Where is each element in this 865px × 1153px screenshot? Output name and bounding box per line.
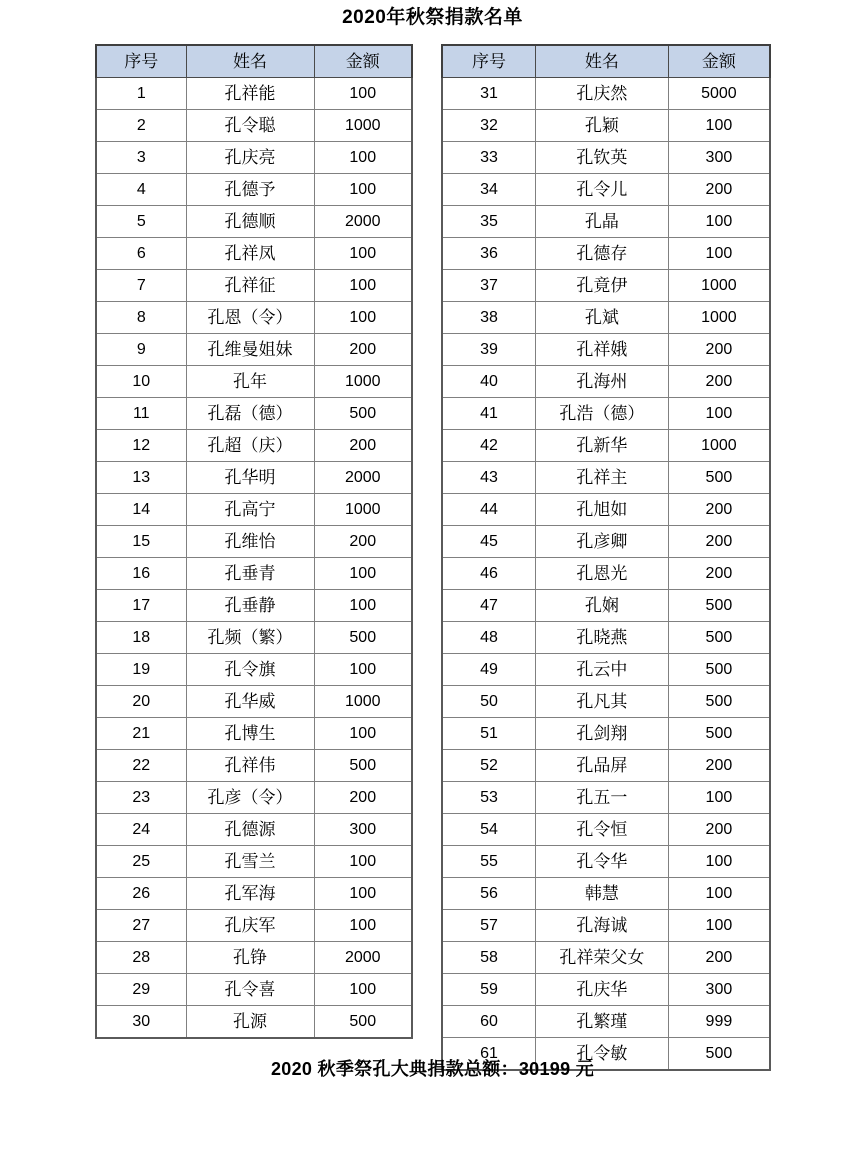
cell-amount: 100 [314,270,412,302]
table-body-right [442,78,770,1071]
table-row [96,430,412,462]
table-row [442,782,770,814]
cell-amount: 1000 [668,302,770,334]
table-row [442,238,770,270]
cell-index: 58 [442,942,535,974]
cell-index: 10 [96,366,186,398]
table-row [96,302,412,334]
cell-index: 49 [442,654,535,686]
cell-donor-name: 孔年 [186,366,314,398]
cell-amount: 300 [668,974,770,1006]
cell-index: 32 [442,110,535,142]
cell-amount: 100 [314,78,412,110]
cell-index: 54 [442,814,535,846]
table-row [442,718,770,750]
cell-index: 41 [442,398,535,430]
cell-index: 56 [442,878,535,910]
table-row [96,718,412,750]
cell-amount: 200 [668,558,770,590]
cell-amount: 500 [314,1006,412,1039]
cell-donor-name: 孔浩（德） [535,398,668,430]
cell-donor-name: 孔德存 [535,238,668,270]
header-row [442,45,770,78]
cell-index: 14 [96,494,186,526]
column-header-index: 序号 [96,45,186,78]
table-row [442,590,770,622]
table-row [442,270,770,302]
cell-donor-name: 孔斌 [535,302,668,334]
cell-donor-name: 孔令敏 [535,1038,668,1071]
cell-amount: 100 [668,910,770,942]
cell-donor-name: 孔颖 [535,110,668,142]
donation-table-left [95,44,413,1039]
table-row [442,462,770,494]
cell-donor-name: 孔钦英 [535,142,668,174]
cell-donor-name: 孔军海 [186,878,314,910]
page-title: 2020年秋祭捐款名单 [342,7,523,28]
cell-donor-name: 孔维怡 [186,526,314,558]
table-row [96,206,412,238]
cell-amount: 1000 [668,430,770,462]
table-header-right [442,45,770,78]
cell-donor-name: 孔庆华 [535,974,668,1006]
cell-amount: 100 [668,110,770,142]
table-header-left [96,45,412,78]
cell-index: 35 [442,206,535,238]
column-header-index: 序号 [442,45,535,78]
table-row [96,654,412,686]
cell-amount: 1000 [314,110,412,142]
cell-index: 38 [442,302,535,334]
cell-amount: 1000 [314,494,412,526]
cell-amount: 500 [668,686,770,718]
cell-donor-name: 孔德予 [186,174,314,206]
cell-donor-name: 孔繁瑾 [535,1006,668,1038]
header-row [96,45,412,78]
table-row [442,366,770,398]
cell-index: 25 [96,846,186,878]
table-row [96,494,412,526]
table-row [96,142,412,174]
cell-index: 37 [442,270,535,302]
donation-total-footer: 2020 秋季祭孔大典捐款总额：30199 元 [271,1059,594,1079]
cell-amount: 500 [314,622,412,654]
cell-donor-name: 孔垂青 [186,558,314,590]
table-row [96,686,412,718]
table-row [96,558,412,590]
table-row [442,686,770,718]
cell-donor-name: 孔源 [186,1006,314,1039]
cell-donor-name: 孔庆然 [535,78,668,110]
cell-donor-name: 孔垂静 [186,590,314,622]
cell-index: 13 [96,462,186,494]
table-row [96,1006,412,1039]
cell-index: 39 [442,334,535,366]
cell-donor-name: 孔凡其 [535,686,668,718]
cell-amount: 999 [668,1006,770,1038]
table-row [96,590,412,622]
cell-amount: 200 [668,366,770,398]
cell-donor-name: 孔令聪 [186,110,314,142]
cell-index: 42 [442,430,535,462]
cell-index: 18 [96,622,186,654]
cell-amount: 200 [668,942,770,974]
cell-donor-name: 孔娴 [535,590,668,622]
cell-amount: 100 [668,206,770,238]
cell-index: 43 [442,462,535,494]
table-row [96,78,412,110]
cell-amount: 100 [314,142,412,174]
cell-amount: 100 [668,238,770,270]
table-row [442,78,770,110]
cell-amount: 2000 [314,206,412,238]
cell-donor-name: 孔新华 [535,430,668,462]
cell-index: 33 [442,142,535,174]
cell-donor-name: 孔彦卿 [535,526,668,558]
cell-donor-name: 孔超（庆） [186,430,314,462]
table-row [442,526,770,558]
cell-donor-name: 孔德源 [186,814,314,846]
table-row [442,750,770,782]
cell-donor-name: 孔祥主 [535,462,668,494]
table-row [96,878,412,910]
cell-donor-name: 孔恩（令） [186,302,314,334]
cell-amount: 1000 [314,686,412,718]
cell-donor-name: 孔博生 [186,718,314,750]
cell-index: 2 [96,110,186,142]
cell-index: 1 [96,78,186,110]
cell-index: 34 [442,174,535,206]
cell-index: 3 [96,142,186,174]
table-row [442,398,770,430]
cell-amount: 100 [314,302,412,334]
cell-amount: 200 [668,526,770,558]
table-row [442,206,770,238]
cell-amount: 100 [314,846,412,878]
cell-amount: 500 [668,1038,770,1071]
table-row [96,334,412,366]
table-row [96,846,412,878]
cell-index: 52 [442,750,535,782]
cell-index: 11 [96,398,186,430]
cell-index: 30 [96,1006,186,1039]
cell-index: 8 [96,302,186,334]
cell-donor-name: 孔祥娥 [535,334,668,366]
cell-donor-name: 孔海州 [535,366,668,398]
cell-amount: 100 [314,238,412,270]
cell-index: 23 [96,782,186,814]
cell-amount: 5000 [668,78,770,110]
cell-index: 29 [96,974,186,1006]
cell-amount: 100 [314,590,412,622]
cell-donor-name: 孔祥荣父女 [535,942,668,974]
cell-donor-name: 孔庆亮 [186,142,314,174]
cell-index: 53 [442,782,535,814]
cell-donor-name: 孔维曼姐妹 [186,334,314,366]
cell-amount: 500 [668,590,770,622]
cell-amount: 100 [668,846,770,878]
table-row [96,942,412,974]
cell-index: 24 [96,814,186,846]
cell-donor-name: 孔晶 [535,206,668,238]
table-row [442,942,770,974]
cell-index: 27 [96,910,186,942]
cell-index: 28 [96,942,186,974]
cell-donor-name: 孔德顺 [186,206,314,238]
column-header-name: 姓名 [535,45,668,78]
cell-amount: 200 [314,430,412,462]
table-row [96,974,412,1006]
cell-amount: 100 [314,878,412,910]
table-row [96,526,412,558]
cell-index: 36 [442,238,535,270]
cell-donor-name: 孔海诚 [535,910,668,942]
cell-donor-name: 孔铮 [186,942,314,974]
table-row [442,174,770,206]
cell-index: 6 [96,238,186,270]
cell-amount: 300 [314,814,412,846]
cell-index: 22 [96,750,186,782]
cell-donor-name: 孔竟伊 [535,270,668,302]
cell-amount: 200 [314,334,412,366]
cell-index: 12 [96,430,186,462]
cell-index: 26 [96,878,186,910]
table-row [442,1006,770,1038]
cell-amount: 200 [668,494,770,526]
cell-amount: 200 [668,334,770,366]
cell-donor-name: 孔庆军 [186,910,314,942]
table-row [96,238,412,270]
cell-amount: 100 [668,782,770,814]
cell-donor-name: 孔品屏 [535,750,668,782]
cell-index: 4 [96,174,186,206]
table-row [442,110,770,142]
cell-amount: 500 [668,654,770,686]
cell-amount: 500 [668,718,770,750]
table-row [442,334,770,366]
table-row [442,974,770,1006]
table-row [96,366,412,398]
cell-amount: 500 [668,462,770,494]
cell-amount: 100 [314,558,412,590]
cell-donor-name: 孔祥能 [186,78,314,110]
cell-index: 50 [442,686,535,718]
table-body-left [96,78,412,1039]
cell-amount: 1000 [314,366,412,398]
cell-donor-name: 孔华威 [186,686,314,718]
cell-donor-name: 孔高宁 [186,494,314,526]
cell-index: 31 [442,78,535,110]
cell-amount: 100 [314,654,412,686]
cell-index: 16 [96,558,186,590]
cell-donor-name: 孔雪兰 [186,846,314,878]
cell-index: 5 [96,206,186,238]
cell-amount: 2000 [314,462,412,494]
cell-donor-name: 孔云中 [535,654,668,686]
cell-amount: 500 [314,750,412,782]
table-row [442,430,770,462]
cell-donor-name: 韩慧 [535,878,668,910]
table-row [96,398,412,430]
table-row [96,270,412,302]
cell-amount: 300 [668,142,770,174]
cell-amount: 2000 [314,942,412,974]
cell-index: 47 [442,590,535,622]
cell-index: 61 [442,1038,535,1071]
table-row [442,910,770,942]
table-row [442,814,770,846]
cell-donor-name: 孔磊（德） [186,398,314,430]
column-header-amount: 金额 [314,45,412,78]
cell-amount: 100 [668,878,770,910]
cell-amount: 200 [668,814,770,846]
cell-amount: 1000 [668,270,770,302]
table-row [96,622,412,654]
cell-index: 46 [442,558,535,590]
cell-donor-name: 孔剑翔 [535,718,668,750]
cell-amount: 200 [668,750,770,782]
cell-donor-name: 孔令旗 [186,654,314,686]
cell-amount: 200 [314,782,412,814]
cell-amount: 100 [314,718,412,750]
table-row [442,622,770,654]
cell-donor-name: 孔五一 [535,782,668,814]
table-row [96,814,412,846]
cell-donor-name: 孔恩光 [535,558,668,590]
cell-index: 21 [96,718,186,750]
cell-donor-name: 孔令华 [535,846,668,878]
cell-amount: 100 [314,910,412,942]
cell-donor-name: 孔华明 [186,462,314,494]
table-row [96,462,412,494]
cell-donor-name: 孔频（繁） [186,622,314,654]
cell-amount: 100 [668,398,770,430]
cell-amount: 200 [668,174,770,206]
table-row [96,750,412,782]
column-header-name: 姓名 [186,45,314,78]
table-row [442,142,770,174]
cell-donor-name: 孔令儿 [535,174,668,206]
table-row [442,846,770,878]
cell-index: 45 [442,526,535,558]
table-row [96,782,412,814]
cell-index: 57 [442,910,535,942]
donation-table-right [441,44,771,1071]
cell-index: 20 [96,686,186,718]
cell-index: 51 [442,718,535,750]
cell-donor-name: 孔祥征 [186,270,314,302]
cell-index: 44 [442,494,535,526]
cell-index: 59 [442,974,535,1006]
cell-donor-name: 孔令喜 [186,974,314,1006]
cell-index: 19 [96,654,186,686]
cell-index: 60 [442,1006,535,1038]
cell-donor-name: 孔祥凤 [186,238,314,270]
cell-index: 7 [96,270,186,302]
table-row [442,878,770,910]
cell-index: 9 [96,334,186,366]
cell-index: 55 [442,846,535,878]
table-row [442,558,770,590]
cell-donor-name: 孔晓燕 [535,622,668,654]
cell-index: 15 [96,526,186,558]
cell-index: 48 [442,622,535,654]
table-row [442,302,770,334]
cell-index: 40 [442,366,535,398]
table-row [442,654,770,686]
table-row [96,174,412,206]
cell-donor-name: 孔祥伟 [186,750,314,782]
cell-amount: 100 [314,974,412,1006]
table-row [96,110,412,142]
cell-amount: 200 [314,526,412,558]
cell-amount: 100 [314,174,412,206]
cell-amount: 500 [314,398,412,430]
column-header-amount: 金额 [668,45,770,78]
table-row [96,910,412,942]
cell-index: 17 [96,590,186,622]
cell-donor-name: 孔令恒 [535,814,668,846]
table-row [442,494,770,526]
cell-amount: 500 [668,622,770,654]
cell-donor-name: 孔彦（令） [186,782,314,814]
cell-donor-name: 孔旭如 [535,494,668,526]
